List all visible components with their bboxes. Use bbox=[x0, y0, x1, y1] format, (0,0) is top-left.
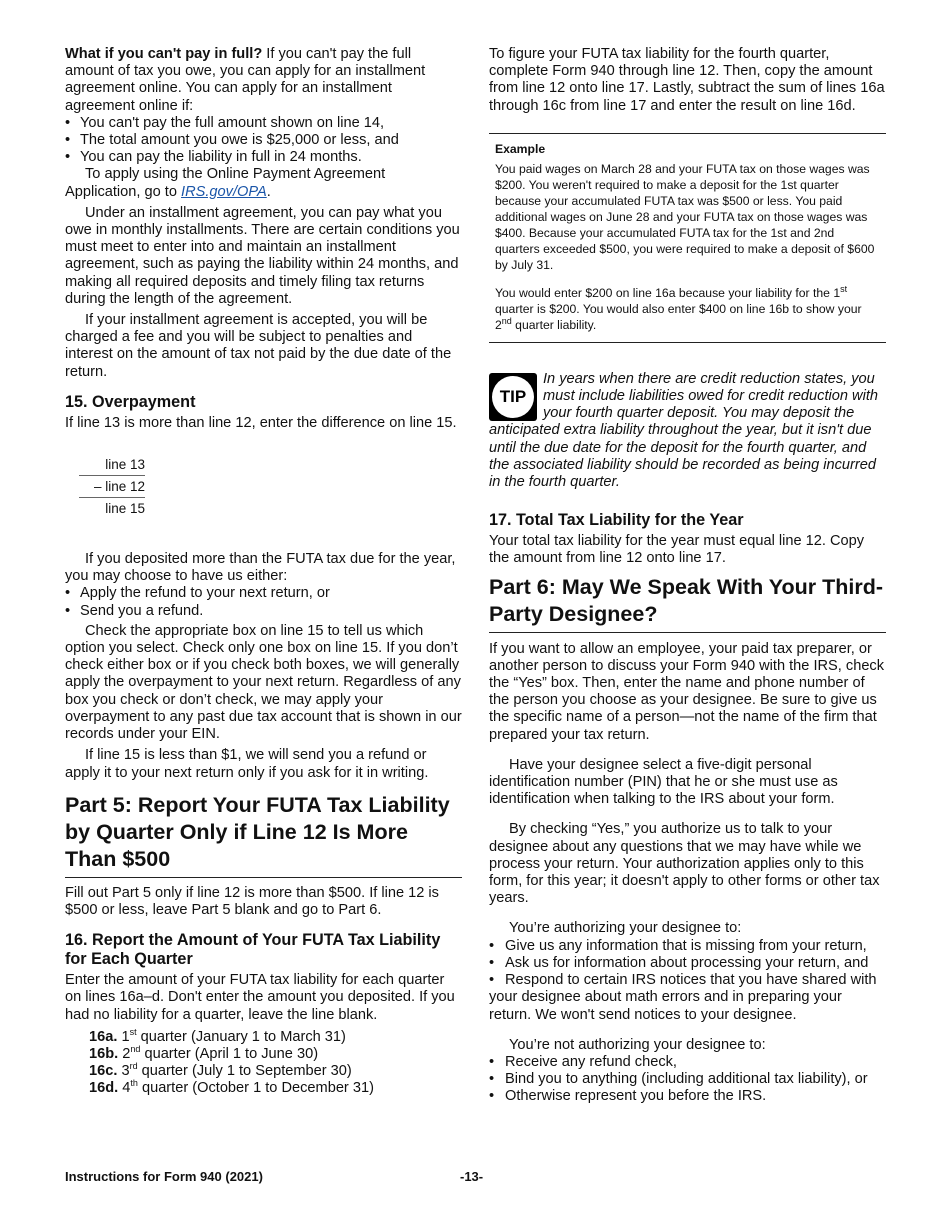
section-17-heading: 17. Total Tax Liability for the Year bbox=[489, 511, 744, 530]
quarter-liability-paragraph: Enter the amount of your FUTA tax liability for each quarter on lines 16a–d. Don't enter the amount you deposited. If you had no liability for a quarter, leave the line blank. bbox=[65, 972, 455, 1023]
example-paragraph-1: You paid wages on March 28 and your FUTA tax on those wages was $200. You weren't required to make a deposit for the 1st quarter because your accumulated FUTA tax was $500 or less. You paid additional wages on June 28 and your FUTA tax on those wages was $400. Because your accumulated FUTA tax for the 1st and 2nd quarters exceeded $500, you were required to make a deposit of $600 by July 31. bbox=[495, 161, 875, 272]
calc-line: line 15 bbox=[105, 501, 145, 517]
fourth-quarter-paragraph: To figure your FUTA tax liability for the fourth quarter, complete Form 940 through line 12. Then, copy the amount from line 12 onto line 17. Lastly, subtract the sum of lines 16a through 16c from line 17 and enter the result on line 16d. bbox=[489, 46, 885, 114]
list-item: • The total amount you owe is $25,000 or less, and bbox=[65, 132, 462, 149]
authorizing-list bbox=[489, 938, 886, 1024]
overpayment-calculation bbox=[79, 454, 145, 519]
left-column bbox=[65, 46, 462, 1098]
list-item bbox=[89, 1063, 462, 1080]
quarter-label: 16a. bbox=[89, 1028, 118, 1045]
example-sup: nd bbox=[501, 315, 512, 326]
list-item-text: Ask us for information about processing your return, and bbox=[505, 954, 869, 971]
not-authorizing-intro: You’re not authorizing your designee to: bbox=[509, 1036, 766, 1053]
quarter-text: quarter (April 1 to June 30) bbox=[140, 1045, 319, 1062]
example-sup: st bbox=[840, 283, 848, 294]
list-item-text: Receive any refund check, bbox=[505, 1053, 677, 1070]
quarter-label: 16b. bbox=[89, 1045, 119, 1062]
cant-pay-heading: What if you can't pay in full? bbox=[65, 46, 263, 62]
authorization-paragraph: By checking “Yes,” you authorize us to talk to your designee about any questions that we may have while we process your return. Your authorization applies only to this form, for this year; it doesn't apply to other forms or other tax years. bbox=[489, 821, 880, 907]
designee-paragraph: If you want to allow an employee, your paid tax preparer, or another person to discuss your Form 940 with the IRS, check the “Yes” box. Then, enter the name and phone number of the person you choose as your designee. Be sure to give us the specific name of a person—not the name of the firm that prepared your tax return. bbox=[489, 640, 885, 743]
quarter-num: 2 bbox=[122, 1045, 131, 1062]
tip-text: In years when there are credit reduction states, you must include liabilities owed for credit reduction with your fourth quarter deposit. You may deposit the anticipated extra liability throughout the year, but it isn't due until the due date for the deposit for the fourth quarter, and the associated liability should be recorded as being incurred in the fourth quarter. bbox=[489, 370, 879, 491]
example-paragraph-2 bbox=[495, 285, 880, 333]
example-title: Example bbox=[495, 141, 546, 156]
page-number: -13- bbox=[460, 1169, 484, 1184]
footer-title: Instructions for Form 940 (2021) bbox=[65, 1169, 263, 1184]
installment-conditions-list bbox=[65, 115, 462, 167]
check-box-paragraph: Check the appropriate box on line 15 to tell us which option you select. Check only one box on line 15. If you don’t check either box or if you check both boxes, we will generally apply the overpayment to your next return. Regardless of any box you check or don’t check, we may apply your overpayment to any past due tax account that is shown in our records under your EIN. bbox=[65, 622, 462, 743]
section-15-heading: 15. Overpayment bbox=[65, 392, 196, 411]
quarter-sup: nd bbox=[130, 1044, 141, 1055]
refund-options-paragraph: If you deposited more than the FUTA tax due for the year, you may choose to have us either: bbox=[65, 551, 456, 585]
list-item: • Apply the refund to your next return, or bbox=[65, 585, 462, 602]
opa-text: To apply using the Online Payment Agreement Application, go to bbox=[65, 166, 386, 200]
example-box bbox=[489, 133, 886, 343]
authorizing-intro: You’re authorizing your designee to: bbox=[509, 920, 742, 937]
tip-label: TIP bbox=[499, 386, 527, 406]
less-than-dollar-paragraph: If line 15 is less than $1, we will send you a refund or apply it to your next return only if you ask for it in writing. bbox=[65, 747, 429, 781]
list-item-text: Bind you to anything (including additional tax liability), or bbox=[505, 1071, 868, 1088]
quarter-text: quarter (July 1 to September 30) bbox=[137, 1063, 352, 1080]
example-text: You would enter $200 on line 16a because your liability for the 1 bbox=[495, 285, 841, 300]
opa-paragraph bbox=[65, 166, 462, 200]
pin-paragraph: Have your designee select a five-digit personal identification number (PIN) that he or she must use as identification when talking to the IRS about your form. bbox=[489, 756, 838, 808]
right-column bbox=[489, 46, 886, 1106]
list-item-text: Respond to certain IRS notices that you have shared with your designee about math errors and in preparing your return. We won't send notices to your designee. bbox=[489, 972, 877, 1023]
quarter-num: 4 bbox=[122, 1080, 131, 1097]
list-item-text: Give us any information that is missing from your return, bbox=[505, 937, 867, 954]
list-item: • Otherwise represent you before the IRS. bbox=[489, 1088, 767, 1105]
quarter-list bbox=[65, 1026, 462, 1098]
part-6-heading: Part 6: May We Speak With Your Third-Party Designee? bbox=[489, 574, 886, 633]
cant-pay-paragraph bbox=[65, 46, 462, 115]
tip-icon bbox=[489, 373, 537, 421]
irs-opa-link[interactable]: IRS.gov/OPA bbox=[181, 183, 267, 200]
list-item-text: Otherwise represent you before the IRS. bbox=[505, 1088, 767, 1105]
list-item bbox=[89, 1046, 462, 1063]
total-liability-paragraph: Your total tax liability for the year must equal line 12. Copy the amount from line 12 onto line 17. bbox=[489, 533, 865, 567]
quarter-sup: th bbox=[130, 1078, 138, 1089]
part-5-intro: Fill out Part 5 only if line 12 is more than $500. If line 12 is $500 or less, leave Part 5 blank and go to Part 6. bbox=[65, 884, 439, 918]
refund-options-list bbox=[65, 585, 462, 619]
cant-pay-text: If you can't pay the full amount of tax you owe, you can apply for an installment agreement online. You can apply for an installment agreement online if: bbox=[65, 46, 426, 114]
opa-end: . bbox=[266, 183, 271, 200]
not-authorizing-list bbox=[489, 1054, 886, 1106]
quarter-label: 16d. bbox=[89, 1080, 119, 1097]
quarter-label: 16c. bbox=[89, 1063, 118, 1080]
quarter-num: 3 bbox=[121, 1063, 130, 1080]
list-item: • Respond to certain IRS notices that you have shared with your designee about math errors and in preparing your return. We won't send notices to your designee. bbox=[489, 972, 877, 1023]
list-item: • Send you a refund. bbox=[65, 603, 462, 620]
example-text: quarter is $200. You would also enter $400 on line 16b to show your 2 bbox=[495, 301, 862, 332]
calc-line: – line 12 bbox=[79, 476, 145, 498]
list-item: • Receive any refund check, bbox=[489, 1053, 677, 1070]
list-item: • Bind you to anything (including additional tax liability), or bbox=[489, 1071, 868, 1088]
calc-line: line 13 bbox=[79, 454, 145, 476]
list-item: • Give us any information that is missing from your return, bbox=[489, 937, 867, 954]
quarter-num: 1 bbox=[121, 1028, 130, 1045]
quarter-sup: rd bbox=[129, 1061, 138, 1072]
overpayment-paragraph: If line 13 is more than line 12, enter the difference on line 15. bbox=[65, 414, 457, 431]
quarter-text: quarter (October 1 to December 31) bbox=[137, 1080, 374, 1097]
part-5-heading: Part 5: Report Your FUTA Tax Liability by Quarter Only if Line 12 Is More Than $500 bbox=[65, 792, 462, 878]
list-item bbox=[89, 1080, 462, 1097]
list-item bbox=[89, 1026, 462, 1046]
tip-box bbox=[489, 371, 886, 491]
section-16-heading: 16. Report the Amount of Your FUTA Tax Liability for Each Quarter bbox=[65, 931, 441, 969]
quarter-text: quarter (January 1 to March 31) bbox=[136, 1028, 346, 1045]
example-text: quarter liability. bbox=[511, 317, 597, 332]
list-item: • Ask us for information about processing your return, and bbox=[489, 954, 869, 971]
quarter-sup: st bbox=[129, 1026, 137, 1037]
list-item: • You can pay the liability in full in 24 months. bbox=[65, 149, 462, 166]
installment-paragraph: Under an installment agreement, you can pay what you owe in monthly installments. There are certain conditions you must meet to enter into and maintain an installment agreement, such as paying the liability within 24 months, and making all required deposits and timely filing tax returns during the length of the agreement. bbox=[65, 204, 460, 307]
installment-fee-paragraph: If your installment agreement is accepted, you will be charged a fee and you will be subject to penalties and interest on the amount of tax not paid by the due date of the return. bbox=[65, 312, 452, 380]
list-item: • You can't pay the full amount shown on line 14, bbox=[65, 115, 462, 132]
